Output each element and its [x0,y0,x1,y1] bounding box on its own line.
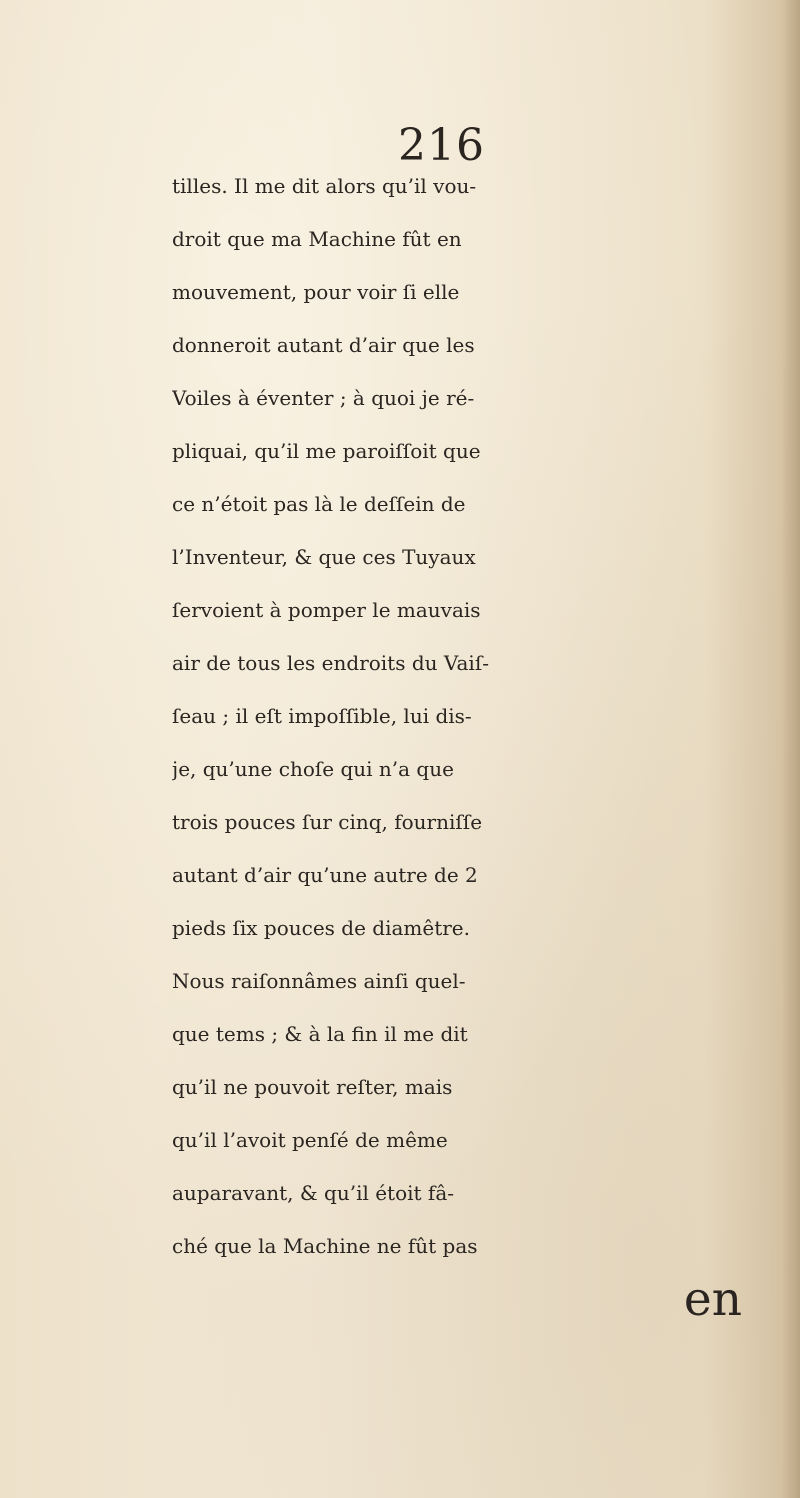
text-line: je, qu’une choſe qui n’a que [172,757,454,781]
catchword: en [683,1273,742,1326]
text-line: qu’il ne pouvoit reſter, mais [172,1075,453,1099]
text-line: pieds ſix pouces de diamêtre. [172,916,470,940]
text-line: tilles. Il me dit alors qu’il vou- [172,174,477,198]
text-line: pliquai, qu’il me paroiſſoit que [172,439,481,463]
text-line: Voiles à éventer ; à quoi je ré- [172,386,475,410]
text-line: l’Inventeur, & que ces Tuyaux [172,545,476,569]
text-line: Nous raiſonnâmes ainſi quel- [172,969,466,993]
text-line: qu’il l’avoit penſé de même [172,1128,448,1152]
text-line: ſeau ; il eſt impoſſible, lui dis- [172,704,472,728]
text-line: droit que ma Machine fût en [172,227,462,251]
text-line: donneroit autant d’air que les [172,333,475,357]
page-edge-shadow [782,0,800,1498]
text-line: ce n’étoit pas là le deſſein de [172,492,466,516]
text-line: mouvement, pour voir ſi elle [172,280,460,304]
text-line: ſervoient à pomper le mauvais [172,598,481,622]
text-line: auparavant, & qu’il étoit fâ- [172,1181,455,1205]
text-line: air de tous les endroits du Vaiſ- [172,651,489,675]
text-line: autant d’air qu’une autre de 2 [172,863,478,887]
page-number: 216 [398,120,485,171]
text-line: trois pouces ſur cinq, fourniſſe [172,810,483,834]
body-text [172,160,772,1326]
text-line: ché que la Machine ne fût pas [172,1234,478,1258]
text-line: que tems ; & à la fin il me dit [172,1022,468,1046]
